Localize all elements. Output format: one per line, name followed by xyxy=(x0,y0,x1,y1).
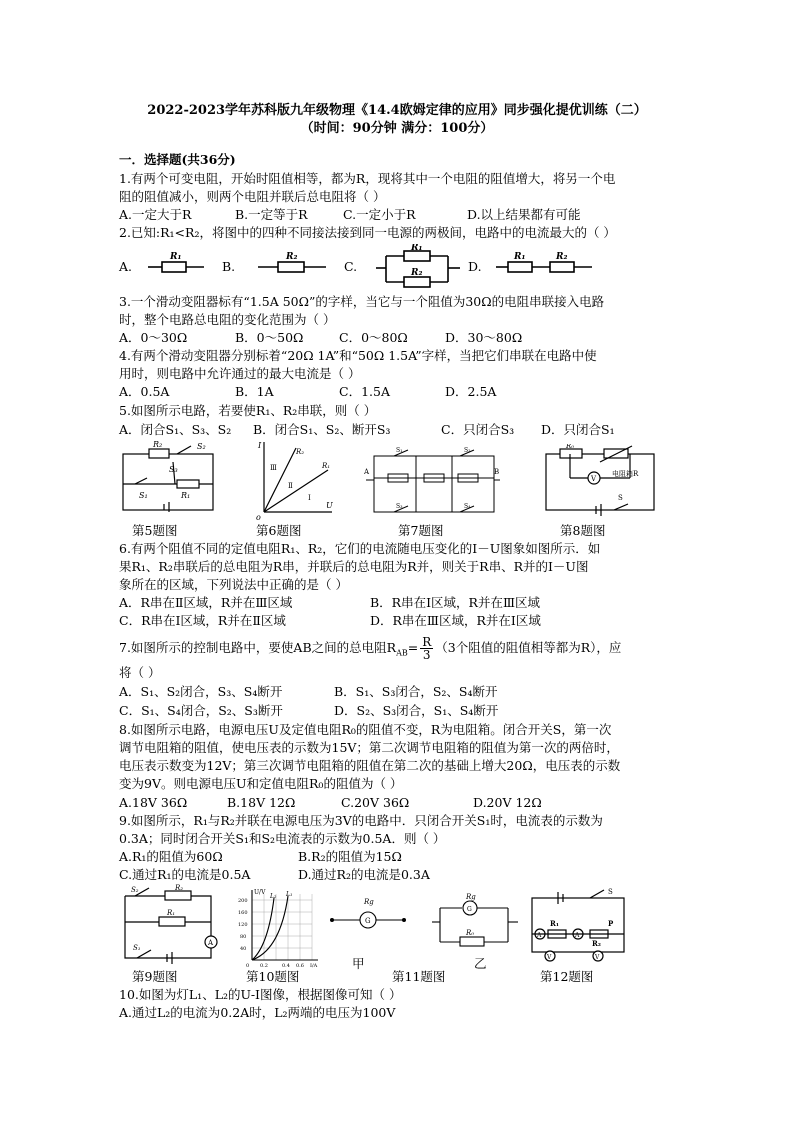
svg-text:S: S xyxy=(608,888,613,896)
q4-option-d: D．2.5A xyxy=(445,384,497,399)
svg-text:R₁: R₁ xyxy=(550,919,559,928)
q9-line2: 0.3A；同时闭合开关S₁和S₂电流表的示数为0.5A．则（ ） xyxy=(119,831,446,846)
svg-text:S₁: S₁ xyxy=(139,491,148,500)
svg-text:B: B xyxy=(494,468,500,476)
q3-line1: 3.一个滑动变阻器标有“1.5A 50Ω”的字样，当它与一个阻值为30Ω的电阻串联接入电路 xyxy=(119,294,605,309)
svg-text:0.6: 0.6 xyxy=(296,963,304,968)
svg-text:S₄: S₄ xyxy=(464,503,471,510)
q2d-r2-label: R₂ xyxy=(556,252,568,262)
q8-option-b: B.18V 12Ω xyxy=(227,795,296,810)
q7-option-c: C．S₁、S₄闭合，S₂、S₃断开 xyxy=(119,703,283,718)
q3-options xyxy=(119,329,522,347)
q4-option-b: B．1A xyxy=(235,384,274,399)
q8-option-c: C.20V 36Ω xyxy=(341,795,410,810)
svg-text:Ⅱ: Ⅱ xyxy=(288,482,293,490)
q8-line3: 电压表示数变为12V；第三次调节电阻箱的阻值在第二次的基础上增大20Ω，电压表的示数 xyxy=(119,758,621,773)
svg-text:S₂: S₂ xyxy=(464,447,471,454)
q2-circuit-b xyxy=(256,248,328,278)
q10-option-a: A.通过L₂的电流为0.2A时，L₂两端的电压为100V xyxy=(119,1005,396,1020)
svg-text:P: P xyxy=(608,919,614,928)
fig8-switch: S xyxy=(618,494,623,502)
q2-circuit-d xyxy=(494,248,594,278)
svg-text:Ⅰ: Ⅰ xyxy=(308,494,311,502)
q4-line1: 4.有两个滑动变阻器分别标着“20Ω 1A”和“50Ω 1.5A”字样，当把它们串联在电路中使 xyxy=(119,348,597,363)
q5-option-a: A．闭合S₁、S₃、S₂ xyxy=(119,422,232,437)
page-title: 2022-2023学年苏科版九年级物理《14.4欧姆定律的应用》同步强化提优训练（二） xyxy=(147,103,647,118)
svg-text:Ⅲ: Ⅲ xyxy=(270,464,277,472)
svg-text:U: U xyxy=(326,501,333,510)
svg-text:I/A: I/A xyxy=(310,963,318,968)
q3-option-b: B．0～50Ω xyxy=(235,330,304,345)
q2c-r1-label: R₁ xyxy=(411,244,423,253)
q5-line1: 5.如图所示电路，若要使R₁、R₂串联，则（ ） xyxy=(119,403,377,418)
caption-fig8: 第8题图 xyxy=(560,523,606,538)
fig8-circuit xyxy=(540,444,660,516)
caption-fig10: 第10题图 xyxy=(246,969,300,984)
page-subtitle: （时间：90分钟 满分：100分） xyxy=(300,121,494,136)
svg-text:o: o xyxy=(256,513,261,520)
q9-line1: 9.如图所示，R₁与R₂并联在电源电压为3V的电路中．只闭合开关S₁时，电流表的示数为 xyxy=(119,813,603,828)
q2a-r1-label: R₁ xyxy=(170,252,182,262)
svg-text:S₂: S₂ xyxy=(131,886,139,894)
q6-line1: 6.有两个阻值不同的定值电阻R₁、R₂，它们的电流随电压变化的I－U图象如图所示．如 xyxy=(119,541,601,556)
svg-text:R₁: R₁ xyxy=(167,909,176,917)
svg-text:R₁: R₁ xyxy=(322,462,331,470)
svg-text:S₁: S₁ xyxy=(133,944,141,952)
q2-label-b: B. xyxy=(222,259,236,274)
q3-option-a: A．0～30Ω xyxy=(119,330,188,345)
svg-text:R₁: R₁ xyxy=(181,491,191,500)
fig6-iu-graph xyxy=(252,438,336,520)
q6-option-b: B．R串在Ⅰ区域，R并在Ⅲ区域 xyxy=(370,595,541,610)
q7-option-a: A．S₁、S₂闭合，S₃、S₄断开 xyxy=(119,684,283,699)
fig8-voltmeter: V xyxy=(591,475,597,483)
q7-option-b: B．S₁、S₃闭合，S₂、S₄断开 xyxy=(334,684,498,699)
svg-text:L₂: L₂ xyxy=(270,893,277,900)
q9-option-b: B.R₂的阻值为15Ω xyxy=(298,849,402,864)
q2-line1: 2.已知:R₁<R₂，将图中的四种不同接法接到同一电源的两极间，电路中的电流最大的（ ） xyxy=(119,225,616,240)
svg-text:S₁: S₁ xyxy=(396,447,403,454)
svg-text:U/V: U/V xyxy=(254,889,266,896)
q6-option-c: C．R串在Ⅰ区域，R并在Ⅱ区域 xyxy=(119,613,286,628)
q2-circuit-c xyxy=(374,244,462,288)
q7-line1: 7.如图所示的控制电路中，要使AB之间的总电阻$R_{AB}=$ $\frac{R}{3}$ （3个阻值的阻值相等都为R），应 xyxy=(119,635,622,662)
q2-label-a: A. xyxy=(119,259,133,274)
svg-text:G: G xyxy=(365,917,371,925)
svg-text:R₂: R₂ xyxy=(592,939,601,948)
svg-text:120: 120 xyxy=(238,922,248,928)
fig11-jia xyxy=(328,896,408,936)
q1-option-a: A.一定大于R xyxy=(119,207,192,222)
svg-text:L₁: L₁ xyxy=(286,891,293,898)
caption-fig11: 第11题图 xyxy=(392,969,446,984)
q2d-r1-label: R₁ xyxy=(514,252,526,262)
fig12-circuit xyxy=(528,886,628,968)
svg-text:V: V xyxy=(547,954,552,961)
svg-text:0: 0 xyxy=(246,963,250,968)
q8-line4: 变为9V。则电源电压U和定值电阻R₀的阻值为（ ） xyxy=(119,776,403,791)
fig8-box: 电阻箱R xyxy=(612,470,639,478)
q1-option-b: B.一定等于R xyxy=(235,207,308,222)
q4-line2: 用时，则电路中允许通过的最大电流是（ ） xyxy=(119,366,361,381)
q3-option-d: D．30～80Ω xyxy=(445,330,523,345)
caption-yi: 乙 xyxy=(474,956,487,971)
q2-label-c: C. xyxy=(344,259,358,274)
q5-option-d: D．只闭合S₁ xyxy=(541,422,615,437)
svg-text:80: 80 xyxy=(240,934,247,940)
q1-line1: 1.有两个可变电阻，开始时阻值相等，都为R，现将其中一个电阻的阻值增大，将另一个电 xyxy=(119,171,616,186)
q2-label-d: D. xyxy=(468,259,482,274)
q4-options xyxy=(119,383,496,401)
svg-text:I: I xyxy=(258,441,262,450)
caption-fig7: 第7题图 xyxy=(398,523,444,538)
svg-text:Rg: Rg xyxy=(364,898,374,906)
q10-line1: 10.如图为灯L₁、L₂的U-I图像，根据图像可知（ ） xyxy=(119,987,402,1002)
q5-option-b: B．闭合S₁、S₂、断开S₃ xyxy=(253,422,391,437)
fig9-circuit xyxy=(119,884,219,966)
svg-text:0.2: 0.2 xyxy=(260,963,268,968)
q5-options xyxy=(119,421,615,439)
q5-option-c: C．只闭合S₃ xyxy=(441,422,515,437)
caption-fig5: 第5题图 xyxy=(132,523,178,538)
svg-text:200: 200 xyxy=(238,898,248,904)
q1-option-c: C.一定小于R xyxy=(343,207,416,222)
svg-text:Rg: Rg xyxy=(466,893,476,901)
fig10-ui-graph xyxy=(238,886,322,968)
q8-options xyxy=(119,794,542,812)
q2c-r2-label: R₂ xyxy=(411,268,423,278)
svg-text:A: A xyxy=(537,932,542,939)
svg-text:A: A xyxy=(364,468,370,476)
caption-jia: 甲 xyxy=(352,956,365,971)
q2b-r2-label: R₂ xyxy=(286,252,298,262)
q3-line2: 时，整个电路总电阻的变化范围为（ ） xyxy=(119,312,336,327)
q9-option-a: A.R₁的阻值为60Ω xyxy=(119,849,223,864)
q4-option-c: C．1.5A xyxy=(339,384,390,399)
svg-text:R₂: R₂ xyxy=(153,440,163,449)
caption-fig9: 第9题图 xyxy=(132,969,178,984)
fig8-r0: R₀ xyxy=(566,444,575,450)
q8-option-d: D.20V 12Ω xyxy=(473,795,542,810)
q6-line3: 象所在的区域，下列说法中正确的是（ ） xyxy=(119,577,348,592)
q1-line2: 阻的阻值减小，则两个电阻并联后总电阻将（ ） xyxy=(119,189,386,204)
q3-option-c: C．0～80Ω xyxy=(339,330,408,345)
svg-text:V: V xyxy=(595,954,600,961)
q7-line2: 将（ ） xyxy=(119,665,161,680)
q2-circuit-a xyxy=(146,248,206,278)
caption-fig12: 第12题图 xyxy=(540,969,594,984)
caption-fig6: 第6题图 xyxy=(256,523,302,538)
fig5-circuit xyxy=(119,440,219,518)
section-heading: 一．选择题(共36分) xyxy=(119,152,236,167)
fig7-circuit xyxy=(364,444,500,516)
svg-text:S₂: S₂ xyxy=(197,442,206,451)
svg-text:A: A xyxy=(208,939,214,947)
q8-line1: 8.如图所示电路，电源电压U及定值电阻R₀的阻值不变，R为电阻箱。闭合开关S，第一次 xyxy=(119,722,612,737)
q6-option-d: D．R串在Ⅲ区域，R并在Ⅰ区域 xyxy=(370,613,541,628)
q9-option-c: C.通过R₁的电流是0.5A xyxy=(119,867,251,882)
svg-text:R₂: R₂ xyxy=(175,884,184,892)
q9-option-d: D.通过R₂的电流是0.3A xyxy=(298,867,430,882)
q7-fraction: $\frac{R}{3}$ xyxy=(422,635,432,662)
svg-text:160: 160 xyxy=(238,910,248,916)
svg-text:S₃: S₃ xyxy=(396,503,403,510)
svg-text:0.4: 0.4 xyxy=(282,963,290,968)
svg-text:G: G xyxy=(467,906,472,913)
svg-text:S₃: S₃ xyxy=(169,465,178,474)
svg-text:R₀: R₀ xyxy=(466,929,475,937)
svg-text:R₂: R₂ xyxy=(296,448,305,456)
q1-option-d: D.以上结果都有可能 xyxy=(467,207,581,222)
q6-line2: 果R₁、R₂串联后的总电阻为R串，并联后的总电阻为R并，则关于R串、R并的I－U图 xyxy=(119,559,589,574)
fig11-yi xyxy=(430,892,520,952)
svg-text:40: 40 xyxy=(240,946,247,952)
q8-line2: 调节电阻箱的阻值，使电压表的示数为15V；第二次调节电阻箱的阻值为第一次的两倍时， xyxy=(119,740,619,755)
q6-option-a: A．R串在Ⅱ区域，R并在Ⅲ区域 xyxy=(119,595,293,610)
svg-text:A: A xyxy=(575,932,580,939)
q1-options xyxy=(119,206,581,224)
q8-option-a: A.18V 36Ω xyxy=(119,795,188,810)
q7-option-d: D．S₂、S₃闭合，S₁、S₄断开 xyxy=(334,703,499,718)
q4-option-a: A．0.5A xyxy=(119,384,170,399)
